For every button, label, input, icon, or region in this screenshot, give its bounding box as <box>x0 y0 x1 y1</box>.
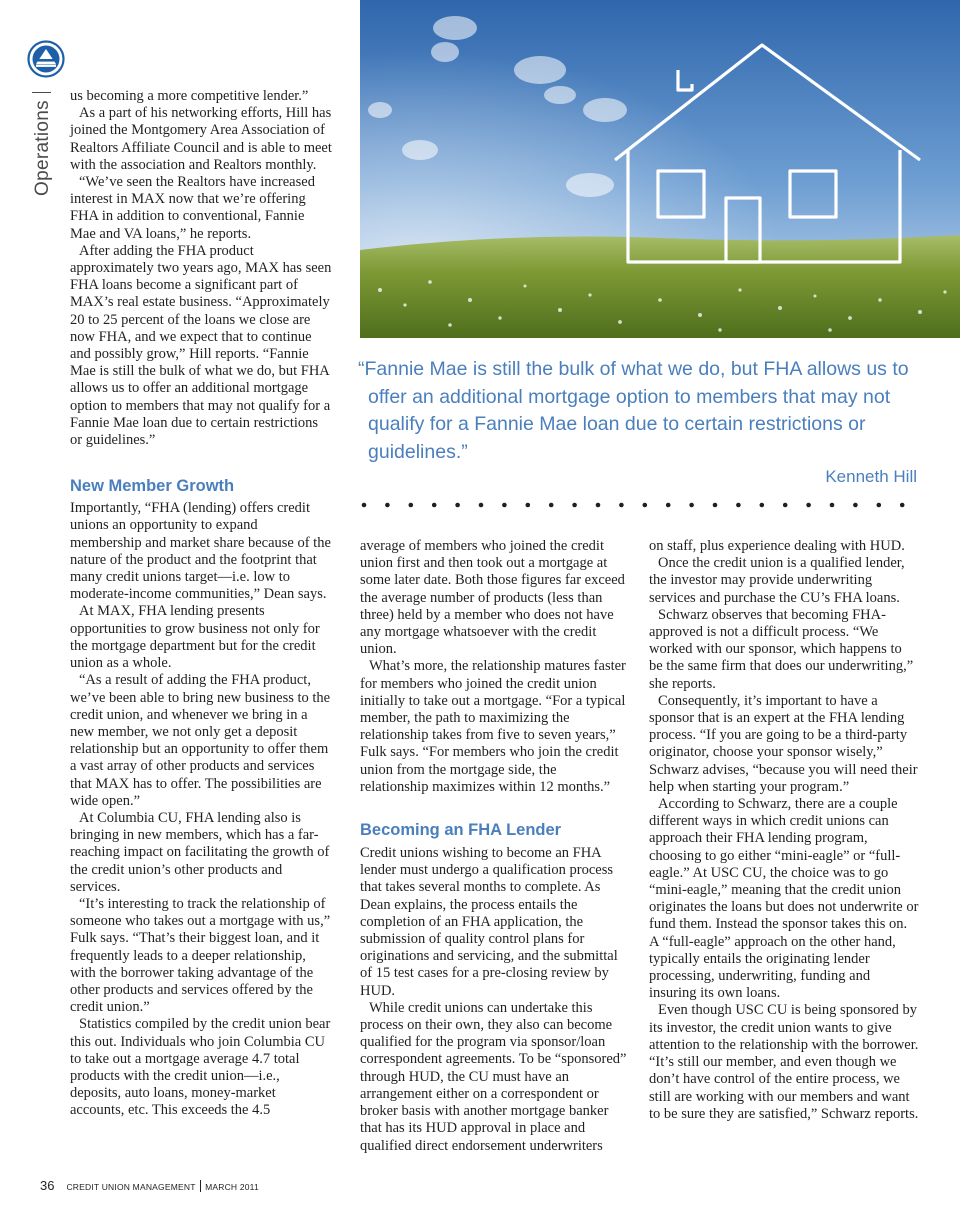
paragraph: What’s more, the relationship matures faster for members who joined the credit union initially to take out a mortgage. “For a typical member, the path to maximizing the relationship takes from five to seven years,” Fulk says. “For members who join the credit union from the mortgage side, the relationship maximizes within 12 months.” <box>360 658 626 795</box>
cu-management-logo-icon <box>27 40 65 78</box>
paragraph: “We’ve seen the Realtors have increased interest in MAX now that we’re offering FHA in addition to conventional, Fannie Mae and VA loans,” he reports. <box>70 174 315 242</box>
page-footer <box>40 1177 259 1195</box>
paragraph: After adding the FHA product approximately two years ago, MAX has seen FHA loans become a significant part of MAX’s real estate business. “Approximately 20 to 25 percent of the loans we close are now FHA, and we expect that to continue and possibly grow,” Hill reports. “Fannie Mae is still the bulk of what we do, but FHA allows us to offer an additional mortgage option to members that may not qualify for a Fannie Mae loan due to certain restrictions or guidelines.” <box>70 242 332 449</box>
section-label-text: Operations <box>32 100 53 196</box>
paragraph: us becoming a more competitive lender.” <box>70 88 309 104</box>
paragraph: Once the credit union is a qualified lender, the investor may provide underwriting services and purchase the CU’s FHA loans. <box>649 555 905 606</box>
section-label <box>32 92 54 196</box>
pull-quote-author: Kenneth Hill <box>825 467 917 486</box>
paragraph: Schwarz observes that becoming FHA-approved is not a difficult process. “We worked with our sponsor, which happens to be the same firm that does our underwriting,” she reports. <box>649 606 914 692</box>
paragraph: Importantly, “FHA (lending) offers credit unions an opportunity to expand membership and market share because of the nature of the product and the footprint that many credit unions target—i.e. low to moderate-income communities,” Dean says. <box>70 500 331 603</box>
house-outline-meadow-illustration <box>360 0 960 338</box>
paragraph: Consequently, it’s important to have a sponsor that is an expert at the FHA lending process. “If you are going to be a third-party originator, choose your sponsor wisely,” Schwarz advises, “because you will need their help when starting your program.” <box>649 692 918 795</box>
paragraph: on staff, plus experience dealing with HUD. <box>649 538 905 554</box>
publication-name: CREDIT UNION MANAGEMENT <box>66 1182 196 1192</box>
column-1 <box>70 88 332 1120</box>
paragraph: Statistics compiled by the credit union bear this out. Individuals who join Columbia CU to take out a mortgage average 4.7 total products with the credit union—i.e., deposits, auto loans, money-market accounts, etc. This exceeds the 4.5 <box>70 1016 331 1119</box>
paragraph: According to Schwarz, there are a couple different ways in which credit unions can approach their FHA lending program, choosing to go either “mini-eagle” or “full-eagle.” At USC CU, the choice was to go “mini-eagle,” meaning that the credit union originates the loans but does not underwrite or fund them. Instead the sponsor takes this on. A “full-eagle” approach on the other hand, typically entails the originating lender processing, underwriting, funding and insuring its own loans. <box>649 796 919 1002</box>
dotted-divider <box>361 500 921 510</box>
column-3 <box>649 538 919 1123</box>
pull-quote: “Fannie Mae is still the bulk of what we do, but FHA allows us to offer an additional mortgage option to members that may not qualify for a Fannie Mae loan due to certain restrictions or guidelines.” <box>358 358 909 463</box>
paragraph: While credit unions can undertake this process on their own, they also can become qualified for the program via sponsor/loan correspondent agreements. To be “sponsored” through HUD, the CU must have an arrangement either on a correspondent or broker basis with another mortgage banker that has its HUD approval in place and qualified direct endorsement underwriters <box>360 999 627 1154</box>
section-heading-new-member-growth: New Member Growth <box>70 477 235 496</box>
hero-image <box>360 0 960 338</box>
paragraph: At Columbia CU, FHA lending also is bringing in new members, which has a far-reaching impact on facilitating the growth of the credit union’s other products and services. <box>70 809 330 895</box>
column-2 <box>360 538 628 1155</box>
page-number: 36 <box>40 1178 55 1193</box>
issue-date: MARCH 2011 <box>205 1182 259 1192</box>
paragraph: average of members who joined the credit union first and then took out a mortgage at some later date. Both those figures far exceed the average number of products (less than three) held by a member who does not have any mortgage whatsoever with the credit union. <box>360 538 625 658</box>
section-divider <box>32 92 51 94</box>
paragraph: “It’s interesting to track the relationship of someone who takes out a mortgage with us,” Fulk says. “That’s their biggest loan, and it frequently leads to a deeper relationship, with the borrower taking advantage of the other products and services offered by the credit union.” <box>70 895 331 1016</box>
paragraph: At MAX, FHA lending presents opportunities to grow business not only for the mortgage department but for the credit union as a whole. <box>70 603 320 672</box>
paragraph: Credit unions wishing to become an FHA lender must undergo a qualification process that takes several months to complete. As Dean explains, the process entails the completion of an FHA application, the submission of quality control plans for originations and servicing, and the submittal of 15 test cases for a pre-closing review by HUD. <box>360 845 618 999</box>
paragraph: As a part of his networking efforts, Hill has joined the Montgomery Area Association of Realtors Affiliate Council and is able to meet with the association and Realtors monthly. <box>70 105 332 173</box>
section-heading-becoming-fha-lender: Becoming an FHA Lender <box>360 821 562 840</box>
paragraph: Even though USC CU is being sponsored by its investor, the credit union wants to give attention to the relationship with the borrower. “It’s still our member, and even though we don’t have control of the entire process, we still are working with our members and want to be sure they are satisfied,” Schwarz reports. <box>649 1002 919 1122</box>
paragraph: “As a result of adding the FHA product, we’ve been able to bring new business to the credit union, and whenever we bring in a new member, we not only get a deposit relationship but an opportunity to offer them a vast array of other products and services that MAX has to offer. The possibilities are wide open.” <box>70 672 331 809</box>
footer-divider <box>200 1180 202 1192</box>
